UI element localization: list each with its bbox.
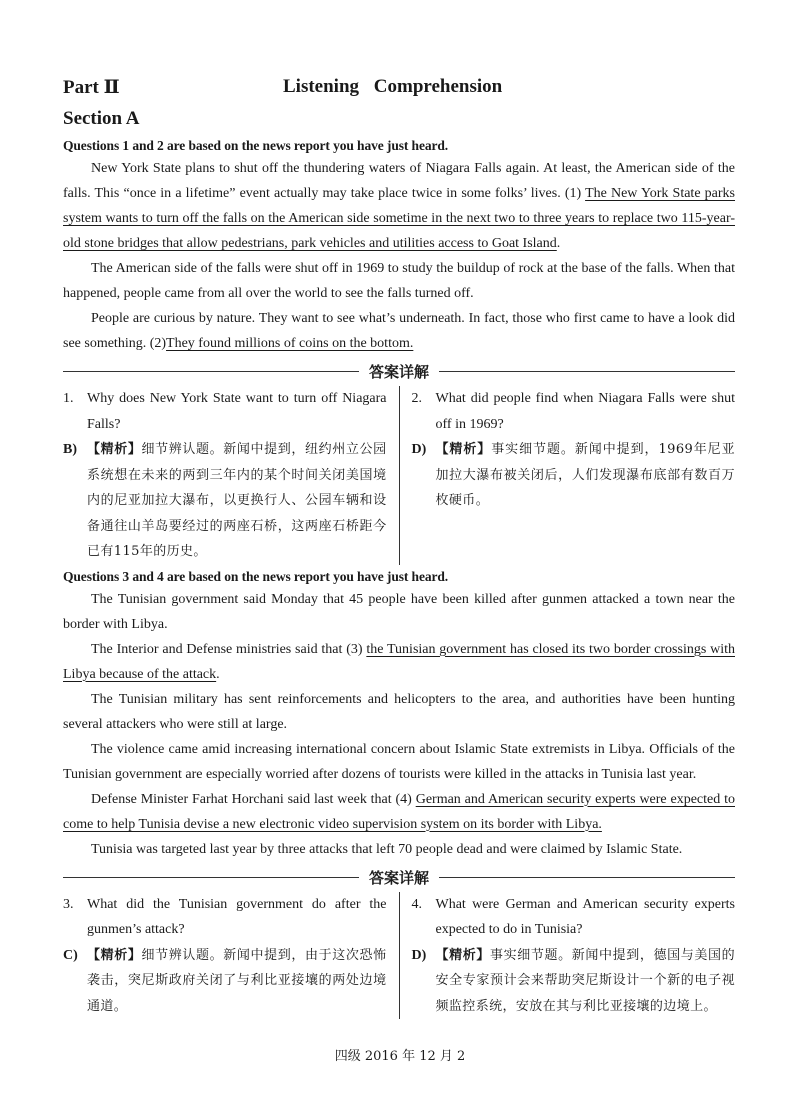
- answer-letter: D): [411, 442, 427, 457]
- explanation-text: 事实细节题。新闻中提到，德国与美国的安全专家预计会来帮助突尼斯设计一个新的电子视频监控系统，安放在其与利比亚接壤的边境上。: [435, 947, 735, 1014]
- document-page: [63, 74, 735, 1019]
- underlined-answer-text: German and American security experts were expected to come to help Tunisia devise a new electronic video supervision system on its border with Libya.: [63, 791, 735, 832]
- text-span: The American side of the falls were shut off in 1969 to study the buildup of rock at the base of the falls. When that happened, people came from all over the world to see the falls turned off.: [63, 261, 735, 301]
- text-span: New York State plans to shut off the thundering waters of Niagara Falls again. At least, the American side of the falls. This “once in a lifetime” event actually may take place twice in some folks’ lives. (1): [63, 161, 735, 201]
- answer-question: [63, 892, 387, 943]
- paragraph: [63, 256, 735, 306]
- paragraph: [63, 306, 735, 356]
- answer-banner-label: 答案详解: [359, 361, 439, 382]
- text-span: The Tunisian military has sent reinforcements and helicopters to the area, and authorities have been hunting several attackers who were still at large.: [63, 691, 735, 732]
- answer-columns: [63, 892, 735, 1020]
- questions-header: Questions 3 and 4 are based on the news report you have just heard.: [63, 568, 449, 584]
- section-label: Section A: [63, 108, 140, 129]
- page-footer: 四级 2016 年 12 月 2: [334, 1049, 466, 1064]
- paragraph: [63, 687, 735, 737]
- answer-explanation: [63, 943, 387, 1020]
- answer-banner: [63, 360, 735, 384]
- answer-question: [412, 892, 736, 943]
- answer-banner: [63, 866, 735, 890]
- explanation-text: 细节辨认题。新闻中提到，由于这次恐怖袭击，突尼斯政府关闭了与利比亚接壤的两处边境通道。: [87, 947, 387, 1014]
- part-label: Part Ⅱ: [63, 77, 120, 98]
- paragraph: [63, 737, 735, 787]
- analysis-tag: 【精析】: [87, 442, 142, 457]
- underlined-answer-text: The New York State parks system wants to turn off the falls on the American side sometime in the next two to three years to replace two 115-year-old stone bridges that allow pedestrians, park vehicles and utilities access to Goat Island: [63, 186, 736, 251]
- paragraph: [63, 156, 735, 256]
- text-span: People are curious by nature. They want to see what’s underneath. In fact, those who first came to have a look did see something. (2): [63, 311, 735, 351]
- question-text: What did the Tunisian government do after the gunmen’s attack?: [87, 896, 387, 937]
- underlined-answer-text: the Tunisian government has closed its two border crossings with Libya because of the attack: [63, 641, 735, 682]
- paragraph: [63, 637, 735, 687]
- answer-item: [400, 892, 736, 1020]
- question-number: 1.: [63, 391, 74, 406]
- explanation-text: 细节辨认题。新闻中提到，纽约州立公园系统想在未来的两到三年内的某个时间关闭美国境内的尼亚加拉大瀑布，以更换行人、公园车辆和设备通往山羊岛要经过的两座石桥，这两座石桥距今已有115年的历史。: [87, 442, 387, 559]
- explanation-text: 事实细节题。新闻中提到，1969年尼亚加拉大瀑布被关闭后，人们发现瀑布底部有数百万枚硬币。: [435, 442, 735, 508]
- text-span: The Interior and Defense ministries said that (3): [91, 641, 367, 657]
- answer-explanation: [63, 437, 387, 565]
- text-span: The violence came amid increasing international concern about Islamic State extremists in Libya. Officials of the Tunisian government are especially worried after dozens of tourists were killed in the attacks in Tunisia last year.: [63, 741, 735, 782]
- answer-item: [63, 386, 400, 565]
- text-span: .: [216, 666, 220, 682]
- text-span: Tunisia was targeted last year by three attacks that left 70 people dead and were claimed by Islamic State.: [91, 841, 683, 857]
- question-number: 3.: [63, 896, 74, 912]
- questions-header: Questions 1 and 2 are based on the news report you have just heard.: [63, 138, 449, 153]
- answer-explanation: [412, 943, 736, 1020]
- paragraph: [63, 587, 735, 637]
- text-span: The Tunisian government said Monday that 45 people have been killed after gunmen attacked a town near the border with Libya.: [63, 591, 735, 632]
- underlined-answer-text: They found millions of coins on the bottom.: [166, 336, 414, 351]
- question-text: What were German and American security experts expected to do in Tunisia?: [435, 896, 735, 937]
- question-block: [63, 569, 735, 1020]
- answer-explanation: [412, 437, 736, 514]
- answer-letter: C): [63, 947, 78, 963]
- analysis-tag: 【精析】: [435, 442, 492, 457]
- answer-letter: D): [411, 947, 427, 963]
- question-number: 2.: [411, 391, 422, 406]
- text-span: .: [556, 236, 561, 251]
- answer-item: [63, 892, 400, 1020]
- analysis-tag: 【精析】: [87, 947, 142, 963]
- answer-item: [400, 386, 736, 565]
- answer-question: [412, 386, 736, 437]
- part-title: Listening Comprehension: [283, 76, 503, 97]
- part-heading: [63, 74, 735, 102]
- question-number: 4.: [411, 896, 422, 912]
- answer-letter: B): [63, 442, 77, 457]
- answer-columns: [63, 386, 735, 565]
- answer-banner-label: 答案详解: [359, 867, 439, 888]
- question-block: [63, 138, 735, 565]
- question-text: Why does New York State want to turn off Niagara Falls?: [87, 391, 387, 432]
- answer-question: [63, 386, 387, 437]
- paragraph: [63, 837, 735, 862]
- paragraph: [63, 787, 735, 837]
- text-span: Defense Minister Farhat Horchani said last week that (4): [91, 791, 416, 807]
- question-text: What did people find when Niagara Falls were shut off in 1969?: [435, 391, 735, 432]
- analysis-tag: 【精析】: [435, 947, 490, 963]
